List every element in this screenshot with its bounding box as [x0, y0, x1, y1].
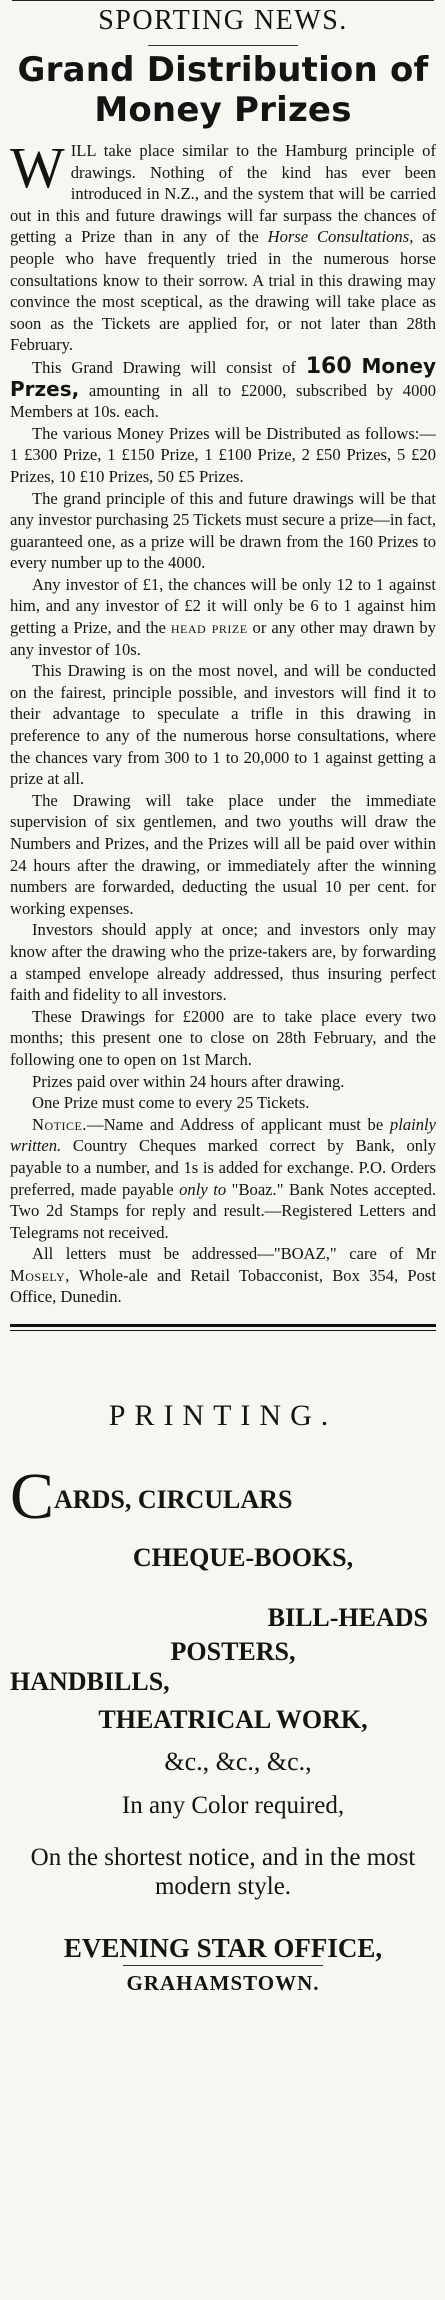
cards-text: ARDS, CIRCULARS — [54, 1485, 293, 1515]
intro-italic: Horse Consultations, — [267, 227, 414, 247]
section-heading: SPORTING NEWS. — [98, 5, 348, 36]
head-prize-phrase: head prize — [170, 618, 248, 638]
advert-body — [10, 135, 437, 1308]
paragraph: Prizes paid over within 24 hours after drawing. — [32, 1071, 345, 1091]
paragraph: This Drawing is on the most novel, and will be conducted on the fairest, principle possible, and investors will find it to their advantage to speculate a trifle in this drawing in preference to any of the numerous horse consultations, where the chances vary from 300 to 1 to 20,000 to 1 against getting a prize at all. — [10, 661, 436, 789]
heading-rule — [148, 45, 298, 46]
top-rule — [12, 0, 434, 1]
notice-paragraph — [10, 1114, 436, 1244]
office-place: GRAHAMSTOWN. — [126, 1971, 320, 1996]
cheque-books-line: CHEQUE-BOOKS, — [132, 1543, 354, 1573]
printing-advert — [10, 1399, 436, 1998]
posters-line: POSTERS, — [170, 1637, 296, 1667]
paragraph: The grand principle of this and future drawings will be that any investor purchasing 25 Tickets must secure a prize—in fact, guaranteed one, as a prize will be drawn from the 160 Prizes to every number up to the 4000. — [10, 488, 436, 573]
intro-text-b: as people who have frequently tried in the numerous horse consultations know to their sorrow. A trial in this drawing may convince the most sceptical, as the drawing will take place as soon as the Tickets are applied for, or not later than 28th February. — [10, 227, 436, 355]
investor-text-b: or any other may drawn by any investor of 10s. — [10, 618, 436, 659]
drawing-text-b: amounting in all to £2000, subscribed by 4000 Members at 10s. each. — [10, 380, 436, 422]
printing-title: PRINTING. — [108, 1399, 338, 1433]
cards-line — [10, 1460, 436, 1534]
etc-line: &c., &c., &c., — [164, 1747, 312, 1777]
bill-heads-line: BILL-HEADS — [267, 1603, 428, 1633]
address-paragraph — [10, 1243, 436, 1308]
paragraph: The various Money Prizes will be Distributed as follows:—1 £300 Prize, 1 £150 Prize, 1 £100 Prize, 2 £50 Prizes, 5 £20 Prizes, 10 £10 Prizes, 50 £5 Prizes. — [10, 423, 436, 486]
address-text-b: Whole-ale and Retail Tobacconist, Box 354, Post Office, Dunedin. — [10, 1265, 436, 1307]
notice-italic-a: plainly written. — [10, 1114, 436, 1156]
handbills-line: HANDBILLS, — [10, 1667, 170, 1697]
paragraph: Investors should apply at once; and investors only may know after the drawing who the prize-takers are, by forwarding a stamped envelope already addressed, thus insuring perfect faith and fidelity to all investors. — [10, 920, 436, 1005]
notice-label: Notice. — [32, 1114, 87, 1134]
paragraph: These Drawings for £2000 are to take place every two months; this present one to close on 28th February, and the following one to open on 1st March. — [10, 1006, 436, 1069]
notice-text-c: "Boaz." Bank Notes accepted. Two 2d Stamps for reply and result.—Registered Letters and Telegrams not received. — [10, 1179, 437, 1242]
money-prizes-phrase: Money Przes, — [10, 353, 437, 401]
address-name: Mosely, — [10, 1265, 70, 1285]
notice-text-a: —Name and Address of applicant must be — [86, 1114, 390, 1134]
paragraph: One Prize must come to every 25 Tickets. — [32, 1093, 310, 1113]
drawing-paragraph — [10, 353, 437, 423]
shortest-notice-line: On the shortest notice, and in the most modern style. — [30, 1844, 416, 1901]
advert-headline: Grand Distribution of Money Prizes — [17, 50, 429, 130]
cards-initial: C — [10, 1460, 55, 1534]
office-rule — [123, 1965, 323, 1966]
intro-text-a: ILL take place similar to the Hamburg principle of drawings. Nothing of the kind has ever been introduced in N.Z., and the system that will be carried out in this and future drawings will far surpass the chances of getting a Prize than in any of the — [10, 141, 436, 247]
address-text-a: All letters must be addressed—"BOAZ," care of Mr — [32, 1244, 436, 1264]
intro-paragraph — [10, 135, 436, 356]
paragraph: The Drawing will take place under the immediate supervision of six gentlemen, and two youths will draw the Numbers and Prizes, and the Prizes will all be paid over within 24 hours after the drawing, or immediately after the winning numbers are forwarded, deducting the usual 10 per cent. for working expenses. — [10, 790, 436, 918]
notice-text-b: Country Cheques marked correct by Bank, only payable to a number, and 1s is added for exchange. P.O. Orders preferred, made payable — [10, 1136, 436, 1199]
notice-italic-b: only to — [179, 1179, 227, 1199]
office-name: EVENING STAR OFFICE, — [63, 1933, 383, 1964]
drawing-text-a: This Grand Drawing will consist of — [32, 357, 306, 377]
theatrical-work-line: THEATRICAL WORK, — [98, 1705, 368, 1735]
investor-paragraph — [10, 574, 436, 660]
prize-count: 160 — [305, 353, 352, 379]
investor-text-a: Any investor of £1, the chances will be only 12 to 1 against him, and any investor of £2 it will only be 6 to 1 against him getting a Prize, and the — [10, 574, 436, 638]
color-line: In any Color required, — [121, 1792, 345, 1820]
section-divider — [10, 1324, 436, 1331]
drop-cap: W — [10, 135, 65, 200]
